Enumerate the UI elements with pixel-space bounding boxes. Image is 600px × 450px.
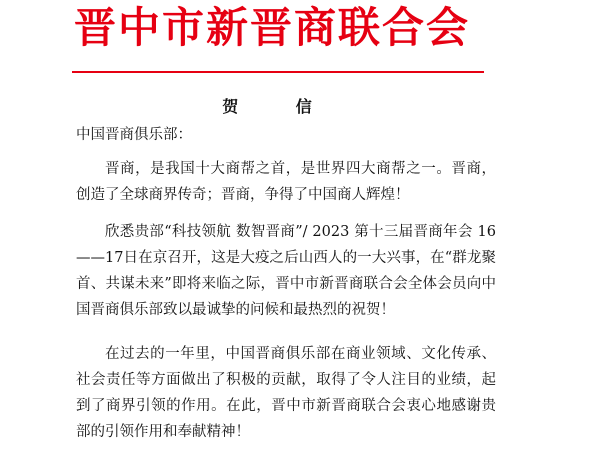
letter-paragraph: 在过去的一年里，中国晋商俱乐部在商业领域、文化传承、社会责任等方面做出了积极的贡献，取得了令人注目的业绩，起到了商界引领的作用。在此，晋中市新晋商联合会衷心地感谢贵部的引领作用和奉献精神！ xyxy=(76,346,496,440)
letter-title: 贺 信 xyxy=(222,97,338,116)
letterhead-divider xyxy=(72,71,484,73)
letter-paragraph: 晋商，是我国十大商帮之首，是世界四大商帮之一。晋商，创造了全球商界传奇；晋商，争得了中国商人辉煌！ xyxy=(76,161,496,203)
letter-paragraph: 欣悉贵部“科技领航 数智晋商”/ 2023 第十三届晋商年会 16——17日在京召开，这是大疫之后山西人的一大兴事，在“群龙聚首、共谋未来”即将来临之际，晋中市新晋商联合会全体会员向中国晋商俱乐部致以最诚挚的问候和最热烈的祝贺！ xyxy=(76,224,496,318)
letter-salutation: 中国晋商俱乐部： xyxy=(76,127,192,143)
letterhead-org-name: 晋中市新晋商联合会 xyxy=(74,3,471,52)
